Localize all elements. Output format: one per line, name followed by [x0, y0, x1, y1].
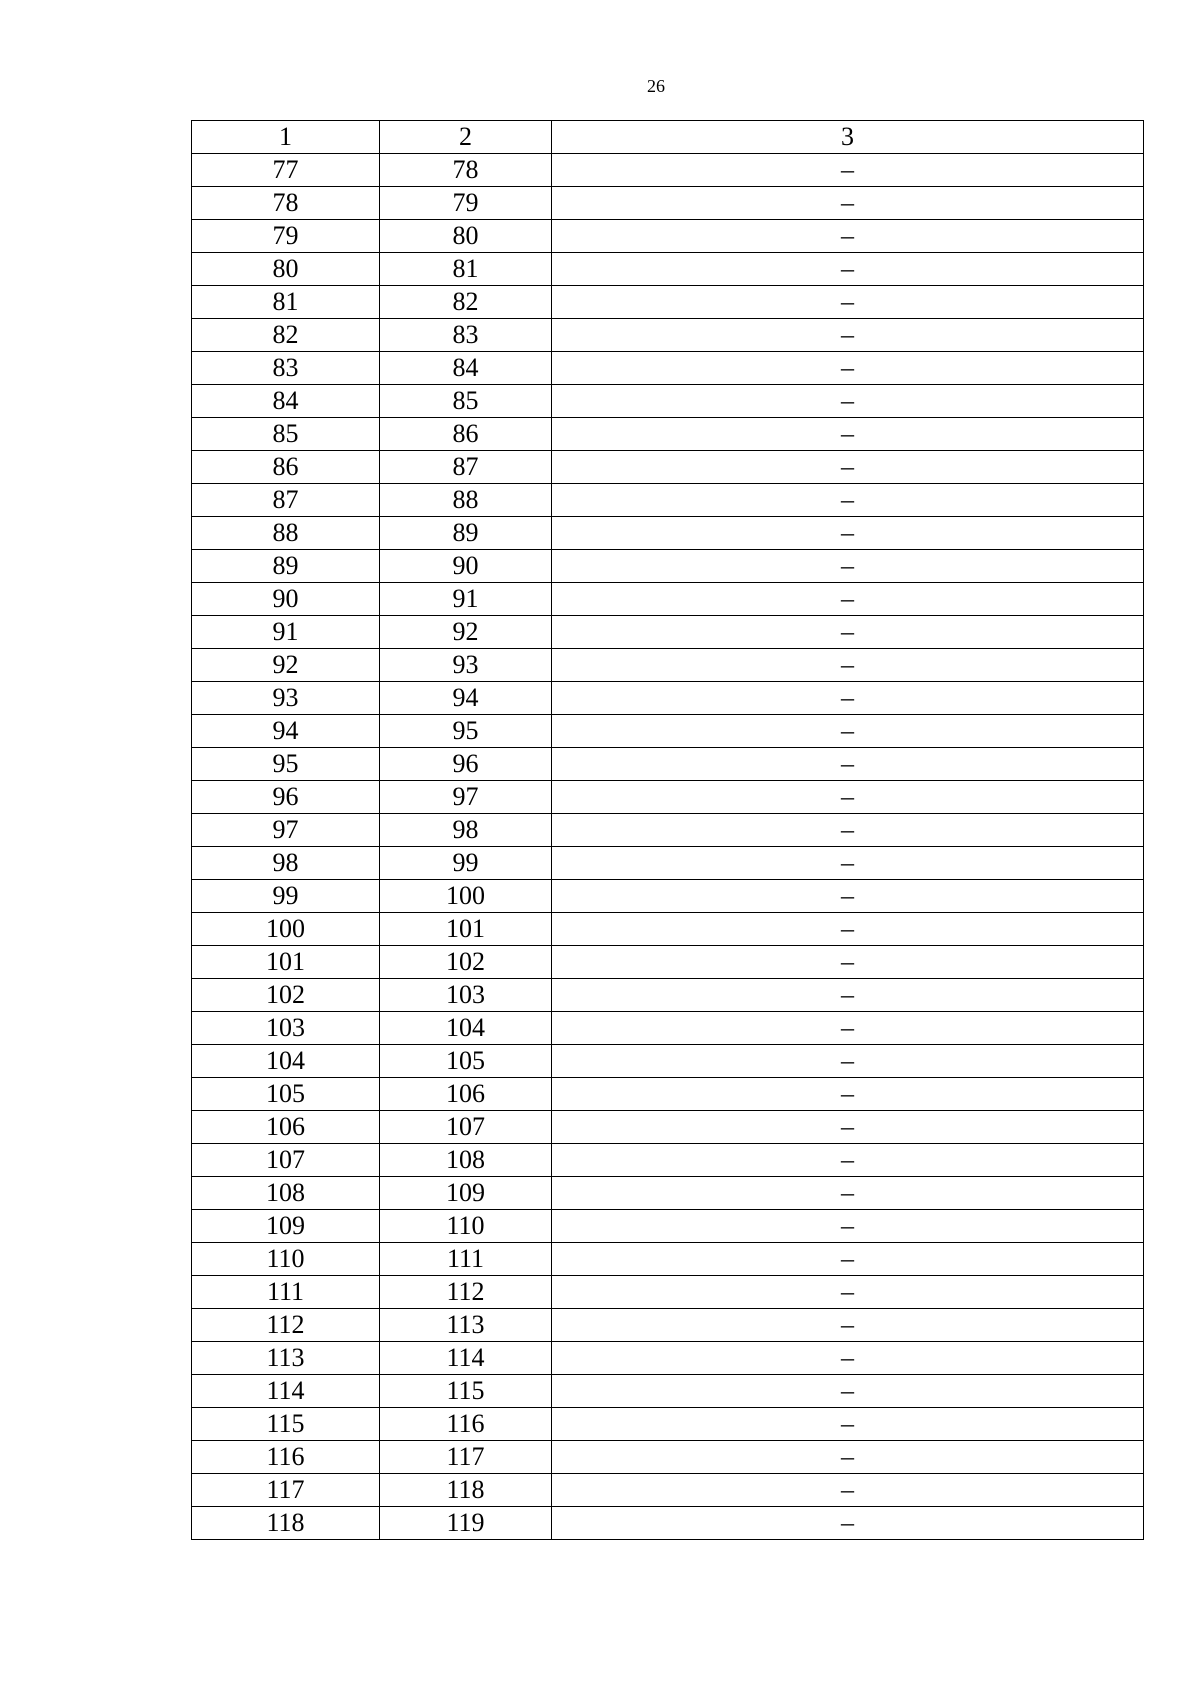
- table-cell-col-2: 118: [380, 1474, 552, 1507]
- table-cell-col-2: 97: [380, 781, 552, 814]
- table-row: [192, 1375, 1144, 1408]
- table-cell-col-1: 98: [192, 847, 380, 880]
- table-header: [192, 121, 1144, 154]
- table-cell-col-2: 107: [380, 1111, 552, 1144]
- table-cell-col-2: 92: [380, 616, 552, 649]
- table-cell-col-3: –: [552, 682, 1144, 715]
- table-row: [192, 1078, 1144, 1111]
- table-row: [192, 979, 1144, 1012]
- table-row: [192, 1177, 1144, 1210]
- table-cell-col-2: 80: [380, 220, 552, 253]
- table-cell-col-3: –: [552, 781, 1144, 814]
- table-cell-col-2: 115: [380, 1375, 552, 1408]
- table-cell-col-3: –: [552, 550, 1144, 583]
- table-cell-col-2: 101: [380, 913, 552, 946]
- table-cell-col-1: 89: [192, 550, 380, 583]
- table-cell-col-3: –: [552, 220, 1144, 253]
- table-cell-col-3: –: [552, 187, 1144, 220]
- table-row: [192, 1276, 1144, 1309]
- table-row: [192, 715, 1144, 748]
- table-cell-col-3: –: [552, 154, 1144, 187]
- table-cell-col-2: 110: [380, 1210, 552, 1243]
- table-cell-col-3: –: [552, 484, 1144, 517]
- table-cell-col-1: 101: [192, 946, 380, 979]
- table-cell-col-3: –: [552, 1078, 1144, 1111]
- table-cell-col-2: 78: [380, 154, 552, 187]
- table-cell-col-1: 85: [192, 418, 380, 451]
- table-cell-col-3: –: [552, 715, 1144, 748]
- table-cell-col-1: 100: [192, 913, 380, 946]
- table-row: [192, 517, 1144, 550]
- table-cell-col-1: 92: [192, 649, 380, 682]
- table-row: [192, 1012, 1144, 1045]
- table-row: [192, 946, 1144, 979]
- table-cell-col-3: –: [552, 385, 1144, 418]
- table-cell-col-1: 90: [192, 583, 380, 616]
- table-cell-col-1: 111: [192, 1276, 380, 1309]
- table-row: [192, 286, 1144, 319]
- table-row: [192, 352, 1144, 385]
- table-cell-col-2: 103: [380, 979, 552, 1012]
- table-cell-col-3: –: [552, 352, 1144, 385]
- table-cell-col-1: 91: [192, 616, 380, 649]
- table-cell-col-1: 112: [192, 1309, 380, 1342]
- table-cell-col-1: 87: [192, 484, 380, 517]
- table-row: [192, 682, 1144, 715]
- table-cell-col-2: 93: [380, 649, 552, 682]
- table-row: [192, 1210, 1144, 1243]
- table-cell-col-2: 95: [380, 715, 552, 748]
- table-cell-col-2: 83: [380, 319, 552, 352]
- table-row: [192, 418, 1144, 451]
- table-cell-col-3: –: [552, 1045, 1144, 1078]
- table-cell-col-3: –: [552, 1342, 1144, 1375]
- table-row: [192, 1309, 1144, 1342]
- table-cell-col-2: 90: [380, 550, 552, 583]
- table-row: [192, 583, 1144, 616]
- table-row: [192, 1111, 1144, 1144]
- table-cell-col-2: 94: [380, 682, 552, 715]
- table-cell-col-2: 85: [380, 385, 552, 418]
- table-cell-col-3: –: [552, 847, 1144, 880]
- table-cell-col-2: 86: [380, 418, 552, 451]
- column-header-1: 1: [192, 121, 380, 154]
- table-cell-col-1: 113: [192, 1342, 380, 1375]
- table-row: [192, 1441, 1144, 1474]
- table-cell-col-1: 77: [192, 154, 380, 187]
- table-cell-col-3: –: [552, 748, 1144, 781]
- table-row: [192, 253, 1144, 286]
- table-cell-col-1: 84: [192, 385, 380, 418]
- table-cell-col-1: 93: [192, 682, 380, 715]
- table-body: [192, 154, 1144, 1540]
- table-row: [192, 1474, 1144, 1507]
- table-cell-col-2: 117: [380, 1441, 552, 1474]
- table-cell-col-2: 89: [380, 517, 552, 550]
- table-cell-col-3: –: [552, 1210, 1144, 1243]
- table-cell-col-3: –: [552, 1375, 1144, 1408]
- table-row: [192, 781, 1144, 814]
- table-cell-col-3: –: [552, 913, 1144, 946]
- table-row: [192, 1408, 1144, 1441]
- table-cell-col-2: 99: [380, 847, 552, 880]
- table-cell-col-2: 91: [380, 583, 552, 616]
- table-cell-col-3: –: [552, 418, 1144, 451]
- table-cell-col-1: 86: [192, 451, 380, 484]
- table-cell-col-1: 103: [192, 1012, 380, 1045]
- table-cell-col-1: 83: [192, 352, 380, 385]
- table-cell-col-2: 96: [380, 748, 552, 781]
- table-row: [192, 220, 1144, 253]
- table-row: [192, 1342, 1144, 1375]
- data-table: [191, 120, 1144, 1540]
- table-cell-col-1: 107: [192, 1144, 380, 1177]
- table-row: [192, 1507, 1144, 1540]
- table-cell-col-1: 80: [192, 253, 380, 286]
- table-cell-col-3: –: [552, 1276, 1144, 1309]
- table-cell-col-2: 119: [380, 1507, 552, 1540]
- table-cell-col-2: 109: [380, 1177, 552, 1210]
- table-cell-col-2: 106: [380, 1078, 552, 1111]
- table-cell-col-1: 81: [192, 286, 380, 319]
- table-cell-col-3: –: [552, 1474, 1144, 1507]
- page-number: 26: [647, 76, 665, 96]
- table-cell-col-3: –: [552, 1408, 1144, 1441]
- table-cell-col-2: 82: [380, 286, 552, 319]
- table-cell-col-1: 104: [192, 1045, 380, 1078]
- table-cell-col-3: –: [552, 1309, 1144, 1342]
- table-cell-col-2: 79: [380, 187, 552, 220]
- table-row: [192, 748, 1144, 781]
- table-cell-col-3: –: [552, 286, 1144, 319]
- table-cell-col-1: 96: [192, 781, 380, 814]
- column-header-2: 2: [380, 121, 552, 154]
- table-cell-col-3: –: [552, 1441, 1144, 1474]
- table-cell-col-2: 100: [380, 880, 552, 913]
- table-cell-col-3: –: [552, 946, 1144, 979]
- table-cell-col-3: –: [552, 1012, 1144, 1045]
- table-row: [192, 319, 1144, 352]
- table-cell-col-1: 117: [192, 1474, 380, 1507]
- table-cell-col-3: –: [552, 319, 1144, 352]
- table-cell-col-3: –: [552, 1507, 1144, 1540]
- table-cell-col-1: 102: [192, 979, 380, 1012]
- table-cell-col-1: 82: [192, 319, 380, 352]
- table-cell-col-1: 108: [192, 1177, 380, 1210]
- table-cell-col-3: –: [552, 583, 1144, 616]
- table-cell-col-2: 112: [380, 1276, 552, 1309]
- table-row: [192, 649, 1144, 682]
- table-cell-col-2: 102: [380, 946, 552, 979]
- table-cell-col-2: 116: [380, 1408, 552, 1441]
- table-cell-col-3: –: [552, 649, 1144, 682]
- table-cell-col-3: –: [552, 1111, 1144, 1144]
- table-row: [192, 1045, 1144, 1078]
- table-row: [192, 451, 1144, 484]
- table-cell-col-1: 116: [192, 1441, 380, 1474]
- table-cell-col-3: –: [552, 253, 1144, 286]
- table-cell-col-1: 94: [192, 715, 380, 748]
- table-cell-col-1: 118: [192, 1507, 380, 1540]
- table-cell-col-2: 98: [380, 814, 552, 847]
- table-cell-col-1: 97: [192, 814, 380, 847]
- table-cell-col-3: –: [552, 451, 1144, 484]
- table-cell-col-3: –: [552, 880, 1144, 913]
- table-cell-col-1: 78: [192, 187, 380, 220]
- table-cell-col-1: 79: [192, 220, 380, 253]
- table-row: [192, 187, 1144, 220]
- table-cell-col-3: –: [552, 616, 1144, 649]
- table-cell-col-1: 114: [192, 1375, 380, 1408]
- table-row: [192, 814, 1144, 847]
- table-cell-col-1: 95: [192, 748, 380, 781]
- table-row: [192, 1144, 1144, 1177]
- table-cell-col-1: 109: [192, 1210, 380, 1243]
- table-row: [192, 550, 1144, 583]
- table-cell-col-2: 104: [380, 1012, 552, 1045]
- table-row: [192, 1243, 1144, 1276]
- table-cell-col-3: –: [552, 517, 1144, 550]
- table-cell-col-2: 113: [380, 1309, 552, 1342]
- table-header-row: [192, 121, 1144, 154]
- table-row: [192, 484, 1144, 517]
- table-cell-col-2: 87: [380, 451, 552, 484]
- table-row: [192, 913, 1144, 946]
- table-cell-col-2: 81: [380, 253, 552, 286]
- table-row: [192, 154, 1144, 187]
- table-cell-col-1: 110: [192, 1243, 380, 1276]
- table-cell-col-2: 111: [380, 1243, 552, 1276]
- table-cell-col-2: 88: [380, 484, 552, 517]
- table-row: [192, 847, 1144, 880]
- table-cell-col-1: 88: [192, 517, 380, 550]
- table-cell-col-3: –: [552, 1177, 1144, 1210]
- table-row: [192, 385, 1144, 418]
- table-cell-col-1: 115: [192, 1408, 380, 1441]
- table-cell-col-2: 108: [380, 1144, 552, 1177]
- table-cell-col-3: –: [552, 814, 1144, 847]
- table-cell-col-2: 84: [380, 352, 552, 385]
- table-cell-col-3: –: [552, 1243, 1144, 1276]
- table-cell-col-3: –: [552, 979, 1144, 1012]
- table-row: [192, 880, 1144, 913]
- table-cell-col-3: –: [552, 1144, 1144, 1177]
- table-cell-col-1: 99: [192, 880, 380, 913]
- column-header-3: 3: [552, 121, 1144, 154]
- table-cell-col-1: 105: [192, 1078, 380, 1111]
- table-cell-col-2: 105: [380, 1045, 552, 1078]
- table-row: [192, 616, 1144, 649]
- table-cell-col-2: 114: [380, 1342, 552, 1375]
- table-cell-col-1: 106: [192, 1111, 380, 1144]
